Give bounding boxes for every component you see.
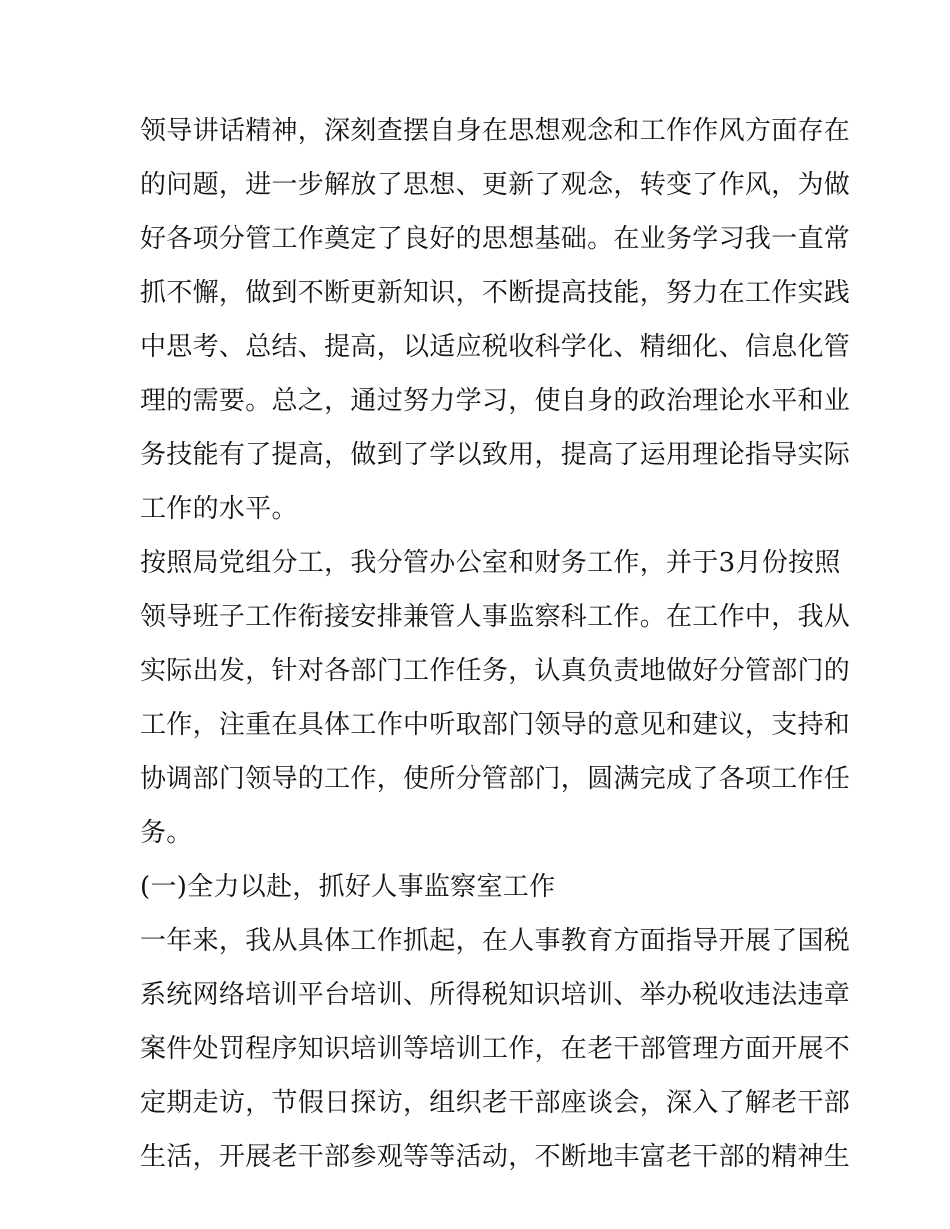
text-line: 理的需要。总之，通过努力学习，使自身的政治理论水平和业 bbox=[140, 386, 851, 416]
text-line: 务技能有了提高，做到了学以致用，提高了运用理论指导实际 bbox=[140, 440, 851, 470]
text-line: 领导班子工作衔接安排兼管人事监察科工作。在工作中，我从 bbox=[140, 602, 851, 632]
text-line: 系统网络培训平台培训、所得税知识培训、举办税收违法违章 bbox=[140, 980, 851, 1010]
text-line: 按照局党组分工，我分管办公室和财务工作，并于3月份按照 bbox=[140, 548, 841, 578]
text-line: 定期走访，节假日探访，组织老干部座谈会，深入了解老干部 bbox=[140, 1088, 851, 1118]
text-line: 抓不懈，做到不断更新知识，不断提高技能，努力在工作实践 bbox=[140, 278, 851, 308]
text-line: 领导讲话精神，深刻查摆自身在思想观念和工作作风方面存在 bbox=[140, 116, 851, 146]
text-line: 实际出发，针对各部门工作任务，认真负责地做好分管部门的 bbox=[140, 656, 851, 686]
section-heading: (一)全力以赴，抓好人事监察室工作 bbox=[140, 872, 556, 902]
text-line: 务。 bbox=[140, 818, 193, 848]
text-line: 案件处罚程序知识培训等培训工作，在老干部管理方面开展不 bbox=[140, 1034, 851, 1064]
text-line: 生活，开展老干部参观等等活动，不断地丰富老干部的精神生 bbox=[140, 1142, 851, 1172]
text-line: 工作的水平。 bbox=[140, 494, 298, 524]
text-line: 一年来，我从具体工作抓起，在人事教育方面指导开展了国税 bbox=[140, 926, 851, 956]
text-line: 协调部门领导的工作，使所分管部门，圆满完成了各项工作任 bbox=[140, 764, 851, 794]
text-line: 的问题，进一步解放了思想、更新了观念，转变了作风，为做 bbox=[140, 170, 851, 200]
text-line: 好各项分管工作奠定了良好的思想基础。在业务学习我一直常 bbox=[140, 224, 851, 254]
text-line: 工作，注重在具体工作中听取部门领导的意见和建议，支持和 bbox=[140, 710, 851, 740]
text-line: 中思考、总结、提高，以适应税收科学化、精细化、信息化管 bbox=[140, 332, 851, 362]
